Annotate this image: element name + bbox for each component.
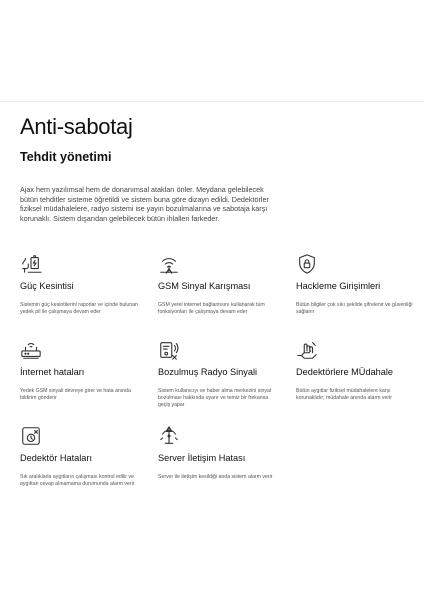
feature-name: Dedektörlere MÜdahale: [296, 367, 394, 377]
feature-name: Dedektör Hataları: [20, 453, 93, 463]
gsm-signal-icon: [158, 253, 180, 275]
hand-tamper-icon: [296, 339, 318, 361]
feature-description: Sistemin güç kesintilerini raporlar ve içinde bulunan yedek pil ile çalışmaya devam eder: [20, 302, 138, 315]
server-warning-icon: [158, 425, 180, 447]
detector-error-icon: [20, 425, 42, 447]
feature-name: Güç Kesintisi: [20, 281, 74, 291]
power-outage-icon: [20, 253, 42, 275]
feature-name: İnternet hataları: [20, 367, 85, 377]
section-subtitle: Tehdit yönetimi: [20, 150, 112, 164]
feature-description: Sistem kullanıcıyı ve haber alma merkezini sinyal bozulması hakkında uyarır ve temiz bir frekansa geçiş yapar: [158, 388, 272, 408]
feature-description: Server ile iletişim kesildiği anda sistem alarm verir: [158, 474, 273, 480]
radio-interference-icon: [158, 339, 180, 361]
router-icon: [20, 339, 42, 361]
section-intro: Ajax hem yazılımsal hem de donanımsal atakları önler. Meydana gelebilecek bütün tehditler sisteme öğretildi ve sistem buna göre dizayn edildi. Dedektörler fiziksel müdahalelere, radyo sistemi ise yayın bozulmalarına ve sabotaja karşı korunaklı. Sistem dışarıdan gelebilecek bütün ihlalleri farkeder.: [20, 185, 269, 223]
top-divider: [0, 101, 424, 102]
section-title: Anti-sabotaj: [20, 114, 133, 139]
feature-internet-errors: [20, 339, 148, 401]
feature-description: Bütün aygıtlar fiziksel müdahalelere karşı korunaklıdır; müdahale anında alarm verir: [296, 388, 393, 401]
shield-lock-icon: [296, 253, 318, 275]
feature-name: Bozulmuş Radyo Sinyali: [158, 367, 258, 377]
feature-description: Bütün bilgiler çok sıkı şekilde şifrelenir ve güvenliği sağlanır: [296, 302, 413, 315]
feature-server-communication: [158, 425, 286, 480]
feature-description: Yedek GSM sinyali devreye girer ve hata anında bildirim gönderir: [20, 388, 131, 401]
feature-description: Sık aralıklarla aygıtların çalışması kontrol edilir ve aygıttan cevap alınamama durumunda alarm verir: [20, 474, 135, 487]
feature-radio-interference: [158, 339, 286, 408]
feature-description: GSM yerel internet bağlantısını kullanarak tüm fonksiyonları ile çalışmaya devam eder: [158, 302, 265, 315]
feature-detector-errors: [20, 425, 148, 487]
feature-detector-tampering: [296, 339, 424, 401]
feature-power-outage: [20, 253, 148, 315]
feature-name: Server İletişim Hatası: [158, 453, 246, 463]
feature-gsm-interference: [158, 253, 286, 315]
feature-name: Hackleme Girişimleri: [296, 281, 381, 291]
feature-hacking-attempts: [296, 253, 424, 315]
feature-name: GSM Sinyal Karışması: [158, 281, 251, 291]
